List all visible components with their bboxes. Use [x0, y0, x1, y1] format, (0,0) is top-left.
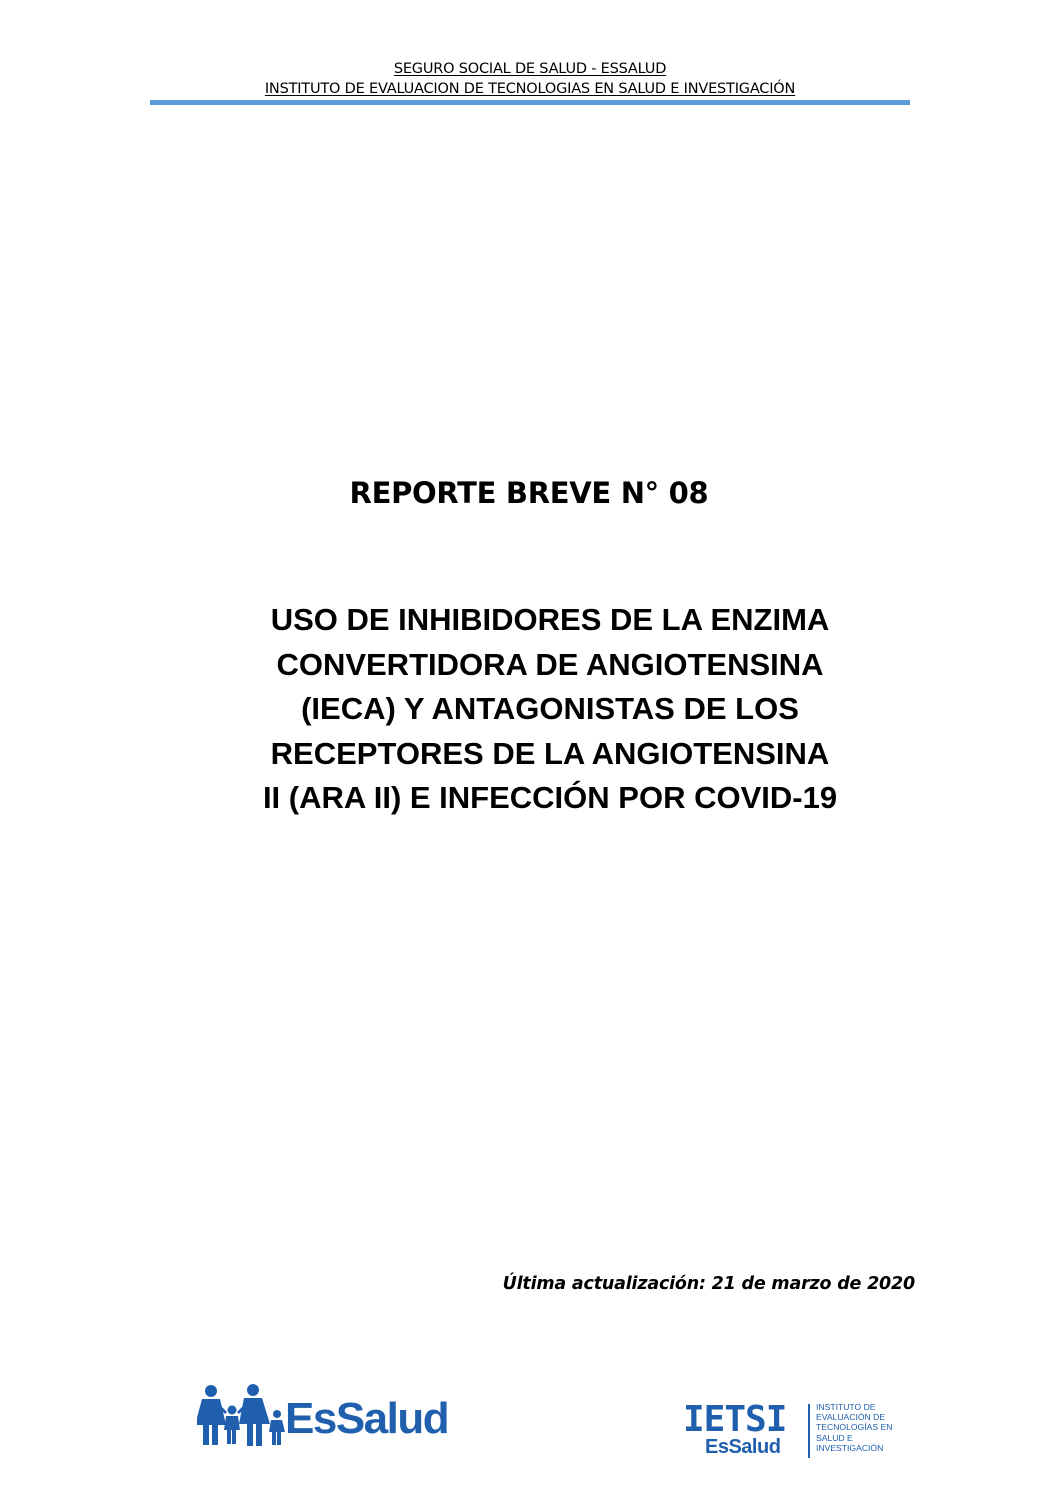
last-update-date: Última actualización: 21 de marzo de 2020: [502, 1274, 915, 1294]
header-organization: SEGURO SOCIAL DE SALUD - ESSALUD: [393, 61, 667, 77]
report-title-line: II (ARA II) E INFECCIÓN POR COVID-19: [262, 780, 838, 815]
ietsi-divider: [808, 1404, 810, 1458]
ietsi-description-line: INSTITUTO DE: [816, 1402, 876, 1412]
ietsi-description: [816, 1402, 892, 1453]
header-divider: [150, 100, 910, 105]
ietsi-description-line: EVALUACIÓN DE: [816, 1412, 886, 1423]
report-number: REPORTE BREVE N° 08: [349, 476, 709, 510]
essalud-logo: [197, 1384, 472, 1454]
ietsi-description-line: SALUD E: [816, 1432, 853, 1443]
report-title-line: RECEPTORES DE LA ANGIOTENSINA: [270, 735, 830, 771]
report-title-line: (IECA) Y ANTAGONISTAS DE LOS: [301, 691, 799, 726]
report-title-line: CONVERTIDORA DE ANGIOTENSINA: [276, 646, 824, 682]
report-title-line: USO DE INHIBIDORES DE LA ENZIMA: [270, 602, 830, 637]
ietsi-description-line: TECNOLOGÍAS EN: [816, 1422, 893, 1433]
header-institute: INSTITUTO DE EVALUACION DE TECNOLOGIAS EN SALUD E INVESTIGACIÓN: [264, 81, 796, 97]
family-figures-icon: [197, 1384, 287, 1446]
ietsi-description-line: INVESTIGACIÓN: [816, 1442, 884, 1453]
ietsi-sub-wordmark: EsSalud: [705, 1436, 781, 1458]
report-title: [150, 598, 950, 821]
ietsi-wordmark: IETSI: [683, 1399, 787, 1440]
essalud-wordmark: EsSalud: [285, 1394, 449, 1443]
ietsi-logo: [683, 1400, 913, 1464]
page-header: [150, 59, 910, 99]
